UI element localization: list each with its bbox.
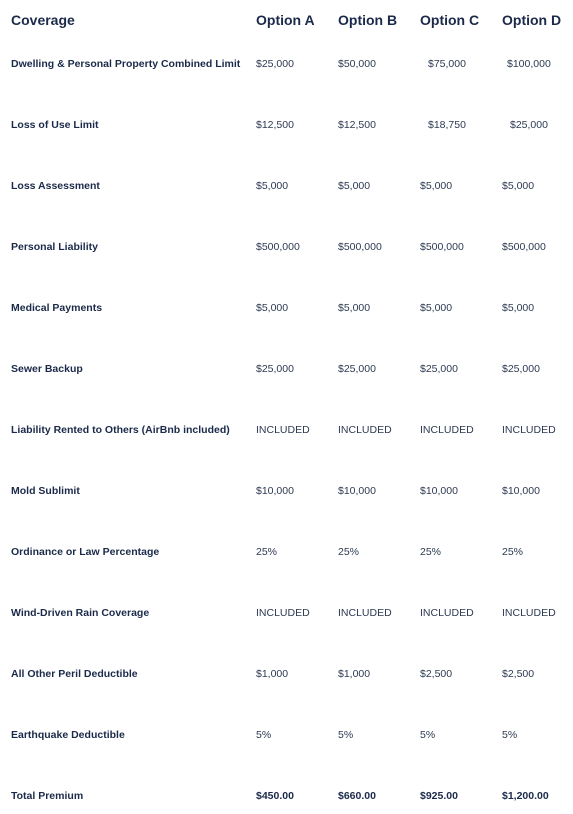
option-d-value: INCLUDED bbox=[502, 424, 556, 436]
option-a-value: $10,000 bbox=[256, 485, 294, 497]
table-row bbox=[0, 485, 573, 505]
option-d-value: $500,000 bbox=[502, 241, 546, 253]
table-row bbox=[0, 729, 573, 749]
table-row bbox=[0, 302, 573, 322]
header-option-a: Option A bbox=[256, 12, 315, 28]
option-c-premium: $925.00 bbox=[420, 790, 458, 802]
row-label: Loss Assessment bbox=[11, 180, 100, 192]
table-row bbox=[0, 58, 573, 78]
row-label: All Other Peril Deductible bbox=[11, 668, 138, 680]
option-b-value: INCLUDED bbox=[338, 607, 392, 619]
option-b-value: $5,000 bbox=[338, 180, 371, 192]
option-d-value: $5,000 bbox=[502, 180, 535, 192]
option-a-value: INCLUDED bbox=[256, 424, 310, 436]
option-c-value: $18,750 bbox=[428, 119, 466, 131]
option-a-value: $5,000 bbox=[256, 302, 289, 314]
option-d-value: 5% bbox=[502, 729, 518, 741]
table-row bbox=[0, 241, 573, 261]
option-c-value: $75,000 bbox=[428, 58, 466, 70]
option-b-value: $50,000 bbox=[338, 58, 376, 70]
option-c-value: $500,000 bbox=[420, 241, 464, 253]
row-label: Earthquake Deductible bbox=[11, 729, 125, 741]
option-a-value: 25% bbox=[256, 546, 278, 558]
option-a-value: $5,000 bbox=[256, 180, 289, 192]
table-row bbox=[0, 424, 573, 444]
option-b-value: 25% bbox=[338, 546, 360, 558]
option-b-value: $1,000 bbox=[338, 668, 371, 680]
row-label: Ordinance or Law Percentage bbox=[11, 546, 160, 558]
option-a-value: $12,500 bbox=[256, 119, 294, 131]
option-b-value: $500,000 bbox=[338, 241, 382, 253]
option-c-value: INCLUDED bbox=[420, 424, 474, 436]
row-label: Sewer Backup bbox=[11, 363, 83, 375]
option-a-value: INCLUDED bbox=[256, 607, 310, 619]
option-c-value: INCLUDED bbox=[420, 607, 474, 619]
row-label: Wind-Driven Rain Coverage bbox=[11, 607, 150, 619]
option-d-value: $25,000 bbox=[502, 363, 540, 375]
option-d-value: $100,000 bbox=[507, 58, 551, 70]
table-row bbox=[0, 668, 573, 688]
option-a-value: 5% bbox=[256, 729, 272, 741]
option-a-value: $25,000 bbox=[256, 58, 294, 70]
table-row bbox=[0, 180, 573, 200]
table-row bbox=[0, 607, 573, 627]
option-c-value: $2,500 bbox=[420, 668, 453, 680]
table-header-row bbox=[0, 12, 573, 32]
option-b-value: $5,000 bbox=[338, 302, 371, 314]
option-d-value: $25,000 bbox=[510, 119, 548, 131]
option-c-value: $25,000 bbox=[420, 363, 458, 375]
row-label: Mold Sublimit bbox=[11, 485, 80, 497]
option-b-premium: $660.00 bbox=[338, 790, 376, 802]
row-label: Dwelling & Personal Property Combined Limit bbox=[11, 58, 241, 70]
option-d-value: 25% bbox=[502, 546, 524, 558]
option-a-value: $25,000 bbox=[256, 363, 294, 375]
option-d-premium: $1,200.00 bbox=[502, 790, 549, 802]
table-row bbox=[0, 363, 573, 383]
option-a-premium: $450.00 bbox=[256, 790, 294, 802]
option-c-value: $5,000 bbox=[420, 302, 453, 314]
row-label: Liability Rented to Others (AirBnb included) bbox=[11, 424, 230, 436]
table-row bbox=[0, 119, 573, 139]
option-c-value: 25% bbox=[420, 546, 442, 558]
header-coverage: Coverage bbox=[11, 12, 75, 28]
option-b-value: $12,500 bbox=[338, 119, 376, 131]
option-b-value: INCLUDED bbox=[338, 424, 392, 436]
header-option-c: Option C bbox=[420, 12, 480, 28]
option-a-value: $1,000 bbox=[256, 668, 289, 680]
option-c-value: 5% bbox=[420, 729, 436, 741]
header-option-d: Option D bbox=[502, 12, 562, 28]
header-option-b: Option B bbox=[338, 12, 398, 28]
option-d-value: $5,000 bbox=[502, 302, 535, 314]
total-premium-row bbox=[0, 790, 573, 810]
option-d-value: INCLUDED bbox=[502, 607, 556, 619]
option-c-value: $5,000 bbox=[420, 180, 453, 192]
option-d-value: $10,000 bbox=[502, 485, 540, 497]
option-b-value: $25,000 bbox=[338, 363, 376, 375]
row-label: Total Premium bbox=[11, 790, 84, 802]
row-label: Medical Payments bbox=[11, 302, 103, 314]
table-row bbox=[0, 546, 573, 566]
row-label: Loss of Use Limit bbox=[11, 119, 99, 131]
option-c-value: $10,000 bbox=[420, 485, 458, 497]
row-label: Personal Liability bbox=[11, 241, 98, 253]
option-a-value: $500,000 bbox=[256, 241, 300, 253]
option-b-value: $10,000 bbox=[338, 485, 376, 497]
option-d-value: $2,500 bbox=[502, 668, 535, 680]
option-b-value: 5% bbox=[338, 729, 354, 741]
